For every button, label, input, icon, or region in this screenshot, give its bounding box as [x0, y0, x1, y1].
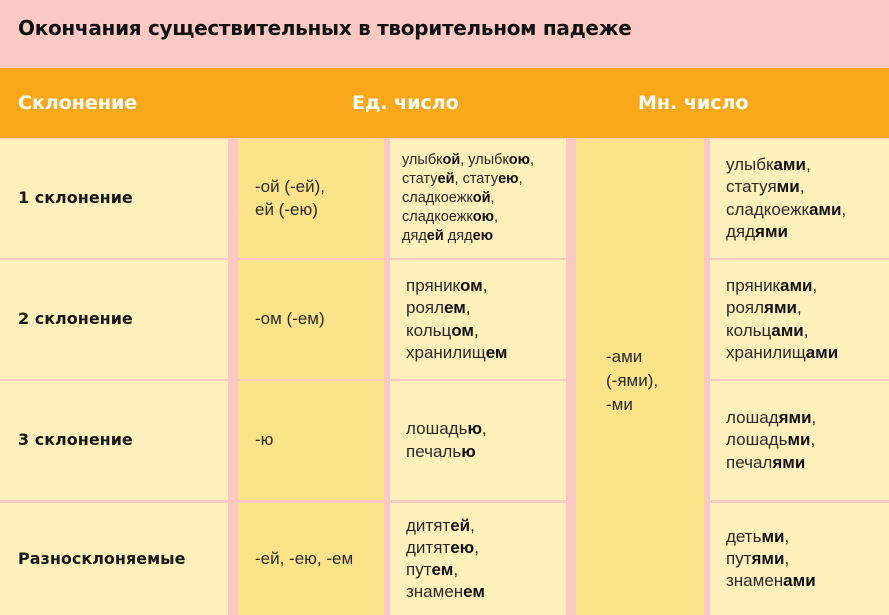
punctuation: ,: [805, 155, 811, 175]
example-list: [726, 154, 846, 242]
word-stem: сладкоежк: [726, 199, 809, 219]
ending-line: -ей, -ею, -ем: [255, 548, 354, 568]
word-stem: лошад: [726, 408, 779, 428]
word-stem: лошадь: [726, 430, 788, 450]
punctuation: ,: [481, 419, 487, 439]
word-ending: ою: [508, 152, 531, 169]
singular-endings: [255, 429, 273, 451]
word-stem: кольц: [726, 320, 772, 340]
punctuation: ,: [465, 298, 471, 318]
word-stem: улыбк: [402, 152, 443, 169]
example-line: [406, 320, 508, 342]
word-stem: стату: [402, 171, 438, 188]
row-2-sgx-cell: [390, 260, 566, 379]
declension-label: 3 склонение: [18, 430, 133, 450]
header-singular: Ед. число: [352, 92, 459, 114]
word-stem: сладкоежк: [402, 208, 473, 225]
row-4-sg-cell: [238, 503, 384, 615]
word-ending: ями: [772, 452, 806, 472]
word-stem: знамен: [406, 582, 464, 602]
word-ending: ею: [472, 227, 494, 244]
word-ending: ей: [450, 515, 471, 535]
punctuation: ,: [797, 298, 802, 318]
example-line: [726, 429, 816, 451]
word-stem: роял: [406, 298, 445, 318]
word-ending: ем: [485, 342, 508, 362]
example-line: [726, 221, 846, 243]
row-4-label-cell: [0, 503, 228, 615]
example-line: [406, 418, 487, 440]
punctuation: ,: [812, 276, 818, 296]
example-list: [406, 418, 487, 462]
punctuation: ,: [784, 548, 790, 568]
row-1-label-cell: [0, 139, 228, 258]
example-list: [406, 275, 508, 363]
row-4-sgx-cell: [390, 503, 566, 615]
word-ending: ями: [778, 408, 812, 428]
word-stem: хранилищ: [406, 342, 486, 362]
word-ending: ей: [426, 227, 444, 244]
word-ending: ми: [776, 177, 800, 197]
example-line: [726, 275, 838, 297]
example-line: [726, 452, 816, 474]
example-line: [406, 441, 487, 463]
punctuation: ,: [803, 320, 809, 340]
word-stem: сладкоежк: [402, 190, 473, 207]
row-3-sgx-cell: [390, 381, 566, 500]
punctuation: ,: [494, 208, 499, 225]
ending-line: -ом (-ем): [255, 309, 325, 329]
word-stem: знамен: [726, 571, 784, 591]
singular-endings: [255, 308, 325, 330]
word-stem: дитят: [406, 515, 451, 535]
word-stem: улыбк: [464, 152, 509, 169]
row-2-plx-cell: [710, 260, 889, 379]
word-stem: печал: [726, 452, 773, 472]
word-ending: ем: [463, 582, 485, 602]
word-stem: пряник: [406, 276, 460, 296]
word-stem: печаль: [406, 441, 462, 461]
punctuation: ,: [470, 515, 475, 535]
table-header: [0, 68, 889, 138]
row-3-sg-cell: [238, 381, 384, 500]
example-line: [726, 526, 816, 548]
word-stem: статуя: [726, 177, 777, 197]
example-line: [406, 559, 485, 581]
declension-label: 1 склонение: [18, 188, 133, 208]
ending-line: -ю: [255, 430, 274, 450]
example-line: [726, 548, 816, 570]
punctuation: ,: [453, 560, 459, 579]
example-line: [726, 407, 816, 429]
singular-endings: [255, 176, 325, 220]
word-stem: дяд: [726, 221, 756, 241]
word-stem: роял: [726, 298, 765, 318]
word-stem: пут: [406, 560, 432, 579]
punctuation: ,: [811, 408, 817, 428]
punctuation: ,: [784, 526, 790, 546]
word-ending: ами: [771, 320, 804, 340]
word-ending: ею: [498, 171, 519, 188]
plural-common-ending: [606, 345, 658, 416]
word-ending: ом: [460, 276, 483, 296]
page-title: Окончания существительных в творительном падеже: [18, 16, 632, 40]
word-stem: пут: [726, 548, 752, 568]
word-ending: ми: [761, 526, 785, 546]
punctuation: ,: [454, 171, 459, 188]
word-ending: ем: [431, 560, 454, 579]
ending-line: -ми: [606, 394, 633, 414]
word-ending: ями: [764, 298, 797, 318]
punctuation: ,: [460, 152, 465, 169]
ending-line: (-ями),: [606, 371, 659, 391]
word-stem: хранилищ: [726, 342, 806, 362]
example-list: [726, 407, 816, 473]
punctuation: ,: [490, 190, 495, 207]
word-ending: ем: [444, 298, 466, 318]
word-stem: лошадь: [406, 419, 468, 439]
example-line: [402, 208, 534, 227]
row-1-plx-cell: [710, 139, 889, 258]
word-stem: стату: [458, 171, 499, 188]
example-list: [726, 526, 816, 592]
row-1-sgx-cell: [390, 139, 566, 258]
row-3-label-cell: [0, 381, 228, 500]
ending-line: ей (-ею): [255, 199, 318, 219]
word-ending: ом: [451, 320, 474, 340]
example-line: [402, 170, 534, 189]
word-ending: ой: [472, 190, 491, 207]
row-4-plx-cell: [710, 503, 889, 615]
word-ending: ю: [467, 419, 482, 439]
punctuation: ,: [799, 177, 805, 197]
word-ending: ю: [461, 441, 476, 461]
header-plural: Мн. число: [638, 92, 749, 114]
example-line: [402, 227, 534, 246]
example-line: [726, 320, 838, 342]
punctuation: ,: [530, 152, 535, 169]
word-ending: ею: [450, 537, 475, 557]
example-line: [406, 515, 485, 537]
punctuation: ,: [810, 430, 816, 450]
word-ending: ами: [783, 571, 816, 591]
declension-label: Разносклоняемые: [18, 548, 186, 568]
example-line: [406, 581, 485, 603]
example-list: [406, 515, 485, 603]
word-stem: кольц: [406, 320, 452, 340]
word-stem: дяд: [443, 227, 473, 244]
row-2-sg-cell: [238, 260, 384, 379]
example-line: [726, 199, 846, 221]
word-ending: ами: [773, 155, 806, 175]
word-ending: ями: [751, 548, 785, 568]
word-ending: ями: [755, 221, 788, 241]
example-line: [406, 342, 508, 364]
example-line: [406, 275, 508, 297]
word-stem: улыбк: [726, 155, 774, 175]
example-line: [402, 189, 534, 208]
example-line: [406, 297, 508, 319]
title-bar: [0, 0, 889, 66]
punctuation: ,: [473, 320, 479, 340]
word-stem: дитят: [406, 537, 451, 557]
word-stem: дяд: [402, 227, 427, 244]
word-ending: ами: [780, 276, 813, 296]
word-ending: ою: [472, 208, 495, 225]
ending-line: -ами: [606, 347, 643, 367]
example-list: [402, 151, 534, 245]
word-ending: ей: [437, 171, 455, 188]
row-3-plx-cell: [710, 381, 889, 500]
singular-endings: [255, 548, 353, 570]
example-line: [726, 297, 838, 319]
example-line: [726, 570, 816, 592]
example-line: [402, 151, 534, 170]
punctuation: ,: [474, 537, 479, 557]
example-line: [726, 176, 846, 198]
row-1-sg-cell: [238, 139, 384, 258]
example-list: [726, 275, 838, 363]
word-ending: ами: [808, 199, 842, 219]
header-declension: Склонение: [18, 92, 138, 114]
word-ending: ми: [787, 430, 811, 450]
word-stem: деть: [726, 526, 762, 546]
punctuation: ,: [841, 199, 847, 219]
word-ending: ами: [805, 342, 839, 362]
plural-common-ending-cell: [576, 139, 704, 615]
punctuation: ,: [482, 276, 488, 296]
word-ending: ой: [442, 152, 461, 169]
example-line: [726, 342, 838, 364]
declension-label: 2 склонение: [18, 309, 133, 329]
word-stem: пряник: [726, 276, 780, 296]
example-line: [726, 154, 846, 176]
ending-line: -ой (-ей),: [255, 177, 325, 197]
punctuation: ,: [518, 171, 523, 188]
row-2-label-cell: [0, 260, 228, 379]
example-line: [406, 537, 485, 559]
